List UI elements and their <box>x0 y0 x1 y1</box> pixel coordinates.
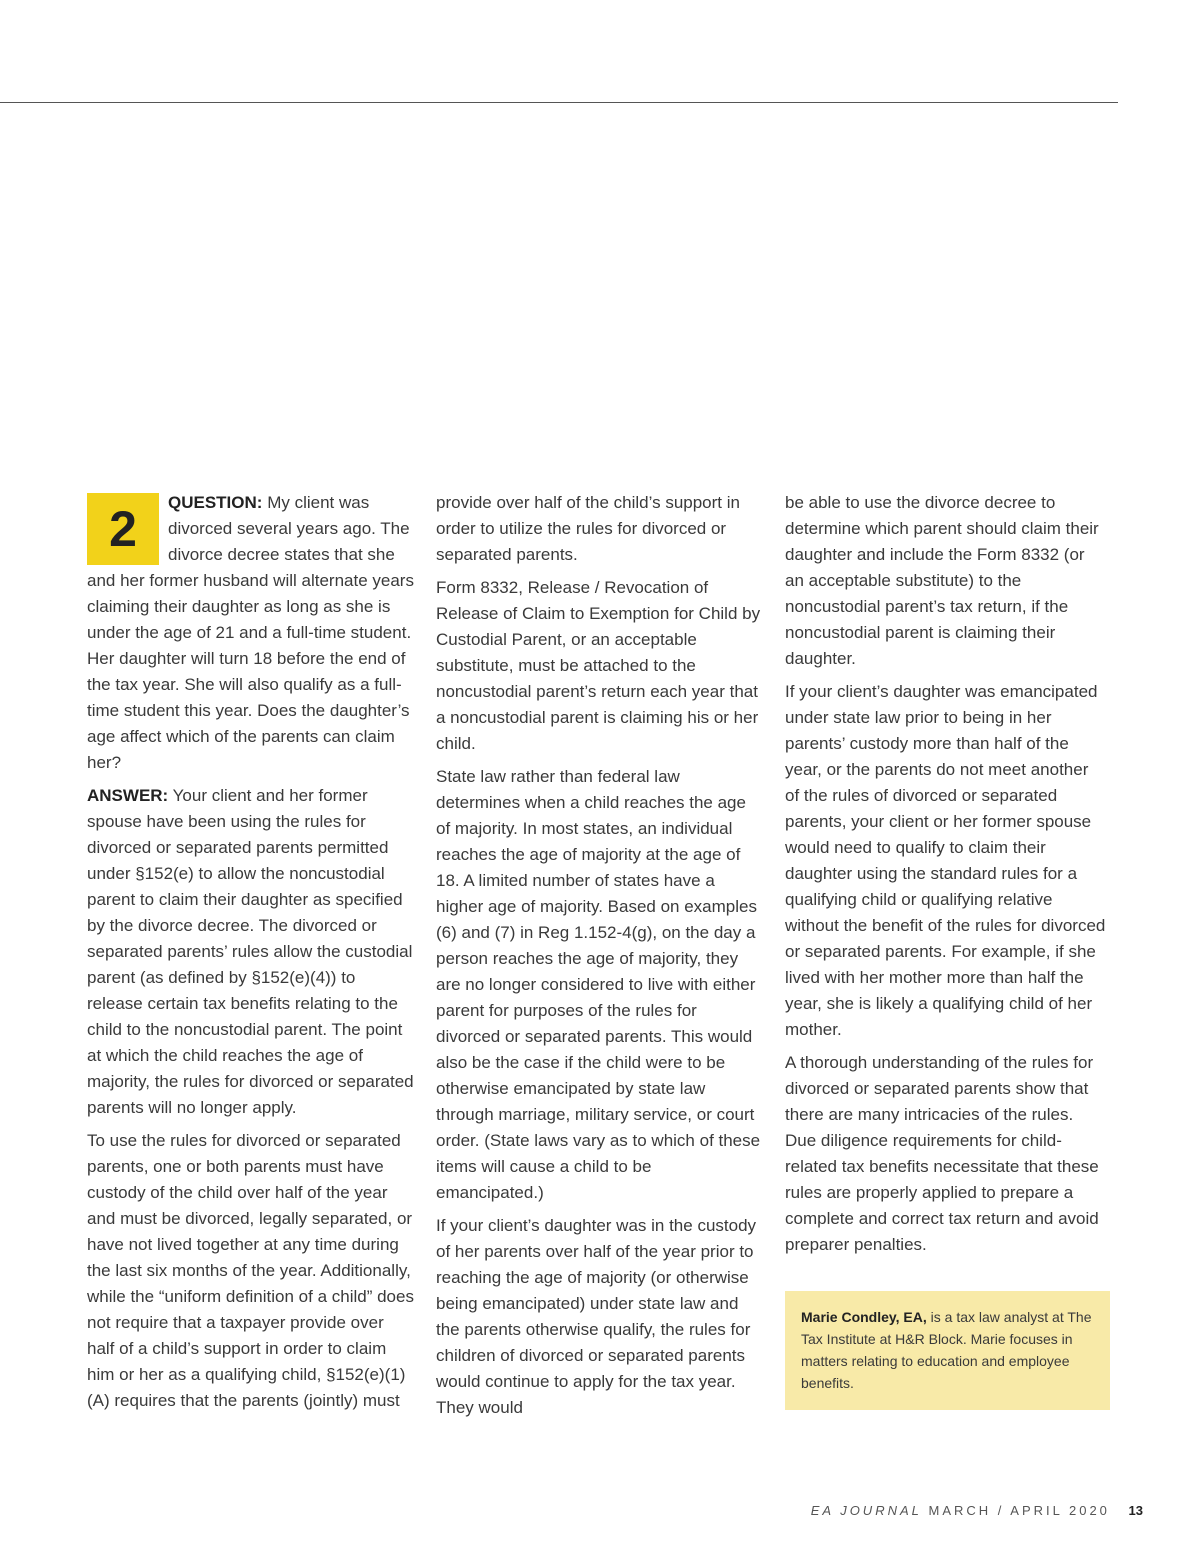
column-1 <box>87 490 415 1421</box>
body-paragraph: be able to use the divorce decree to determine which parent should claim their daughter and include the Form 8332 (or an acceptable substitute) to the noncustodial parent’s tax return, if the noncustodial parent is claiming their daughter. <box>785 493 1099 668</box>
column-3 <box>785 490 1107 1265</box>
page-footer <box>811 1503 1143 1518</box>
body-paragraph: To use the rules for divorced or separated parents, one or both parents must have custody of the child over half of the year and must be divorced, legally separated, or have not lived together at any time during the last six months of the year. Additionally, while the “uniform definition of a child” does not require that a taxpayer provide over half of a child’s support in order to claim him or her as a qualifying child, §152(e)(1)(A) requires that the parents (jointly) must <box>87 1131 414 1410</box>
question-paragraph <box>87 490 415 776</box>
answer-label: ANSWER: <box>87 786 169 805</box>
header-rule <box>0 102 1118 103</box>
answer-paragraph <box>87 783 415 1121</box>
body-paragraph: A thorough understanding of the rules for divorced or separated parents show that there are many intricacies of the rules. Due diligence requirements for child-related tax benefits necessitate that these rules are properly applied to prepare a complete and correct tax return and avoid preparer penalties. <box>785 1053 1099 1254</box>
column-2 <box>436 490 762 1428</box>
answer-text: Your client and her former spouse have been using the rules for divorced or separated parents permitted under §152(e) to allow the noncustodial parent to claim their daughter as specified by the divorce decree. The divorced or separated parents’ rules allow the custodial parent (as defined by §152(e)(4)) to release certain tax benefits relating to the child to the noncustodial parent. The point at which the child reaches the age of majority, the rules for divorced or separated parents will no longer apply. <box>87 786 414 1117</box>
body-paragraph: provide over half of the child’s support in order to utilize the rules for divorced or separated parents. <box>436 493 740 564</box>
body-paragraph: If your client’s daughter was in the custody of her parents over half of the year prior to reaching the age of majority (or otherwise being emancipated) under state law and the parents otherwise qualify, the rules for children of divorced or separated parents would continue to apply for the tax year. They would <box>436 1216 757 1417</box>
page-number: 13 <box>1128 1503 1143 1518</box>
journal-name: EA JOURNAL <box>810 1503 922 1518</box>
question-label: QUESTION: <box>168 493 263 512</box>
question-text: My client was divorced several years ago. The divorce decree states that she and her former husband will alternate years claiming their daughter as long as she is under the age of 21 and a full-time student. Her daughter will turn 18 before the end of the tax year. She will also qualify as a full-time student this year. Does the daughter’s age affect which of the parents can claim her? <box>87 493 414 772</box>
author-bio-text: is a tax law analyst at The Tax Institute at H&R Block. Marie focuses in matters relating to education and employee benefits. <box>801 1309 1092 1391</box>
issue-date: MARCH / APRIL 2020 <box>928 1503 1110 1518</box>
author-bio-box <box>785 1291 1110 1410</box>
author-name: Marie Condley, EA, <box>801 1309 927 1325</box>
body-paragraph: If your client’s daughter was emancipated under state law prior to being in her parents’ custody more than half of the year, or the parents do not meet another of the rules of divorced or separated parents, your client or her former spouse would need to qualify to claim their daughter using the standard rules for a qualifying child or qualifying relative without the benefit of the rules for divorced or separated parents. For example, if she lived with her mother more than half the year, she is likely a qualifying child of her mother. <box>785 682 1106 1039</box>
question-number-badge: 2 <box>87 493 159 565</box>
body-paragraph: State law rather than federal law determines when a child reaches the age of majority. In most states, an individual reaches the age of majority at the age of 18. A limited number of states have a higher age of majority. Based on examples (6) and (7) in Reg 1.152-4(g), on the day a person reaches the age of majority, they are no longer considered to live with either parent for purposes of the rules for divorced or separated parents. This would also be the case if the child were to be otherwise emancipated by state law through marriage, military service, or court order. (State laws vary as to which of these items will cause a child to be emancipated.) <box>436 767 761 1202</box>
body-paragraph: Form 8332, Release / Revocation of Release of Claim to Exemption for Child by Custodial Parent, or an acceptable substitute, must be attached to the noncustodial parent’s return each year that a noncustodial parent is claiming his or her child. <box>436 578 761 753</box>
